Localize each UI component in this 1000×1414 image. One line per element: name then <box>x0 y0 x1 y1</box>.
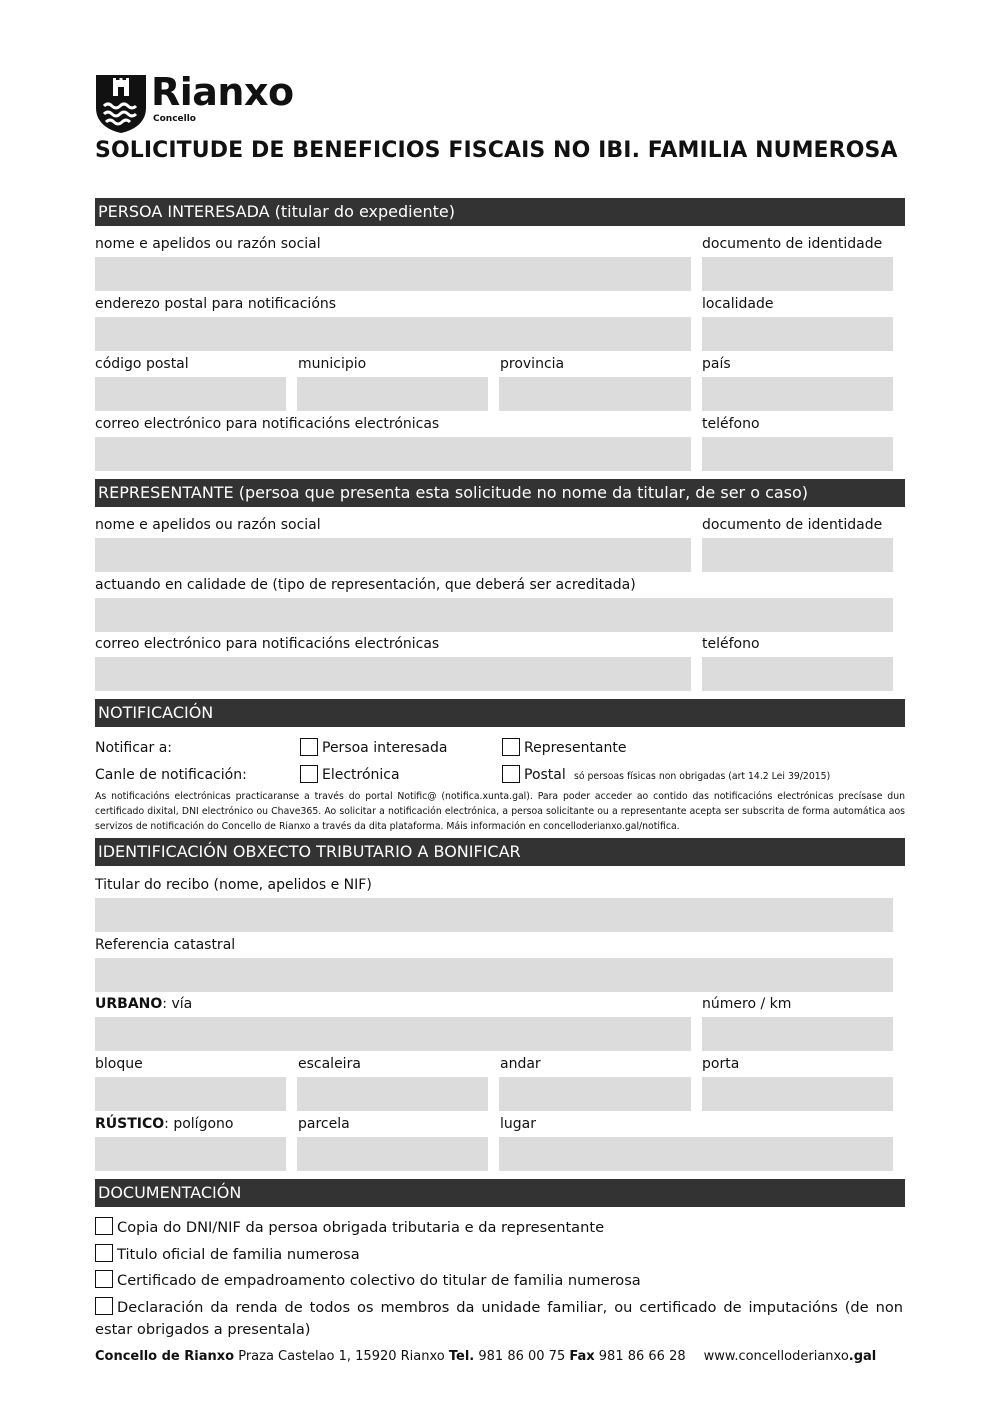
via-input[interactable] <box>95 1017 691 1051</box>
urbano-rest: : vía <box>162 996 193 1012</box>
label-titular: Titular do recibo (nome, apelidos e NIF) <box>95 877 372 893</box>
andar-input[interactable] <box>499 1077 691 1111</box>
section-header-representante: REPRESENTANTE (persoa que presenta esta solicitude no nome da titular, de ser o caso) <box>95 479 905 507</box>
label-persoa-municipio: municipio <box>298 356 367 372</box>
doc-item-titulo <box>95 1244 903 1266</box>
label-numero: número / km <box>702 996 792 1012</box>
referencia-input[interactable] <box>95 958 893 992</box>
persoa-localidade-input[interactable] <box>702 317 893 351</box>
persoa-enderezo-input[interactable] <box>95 317 691 351</box>
doc-item-empadroamento <box>95 1270 903 1292</box>
label-persoa-nome: nome e apelidos ou razón social <box>95 236 321 252</box>
page-title: SOLICITUDE DE BENEFICIOS FISCAIS NO IBI. FAMILIA NUMEROSA <box>95 138 898 163</box>
label-persoa-localidade: localidade <box>702 296 774 312</box>
bloque-input[interactable] <box>95 1077 286 1111</box>
label-andar: andar <box>500 1056 541 1072</box>
checkbox-doc-renda[interactable] <box>95 1297 113 1315</box>
label-persoa-correo: correo electrónico para notificacións electrónicas <box>95 416 440 432</box>
section-header-notificacion: NOTIFICACIÓN <box>95 699 905 727</box>
notification-info-text: As notificacións electrónicas practicaranse a través do portal Notific@ (notifica.xunta.gal). Para poder acceder ao contido das notificacións electrónicas precísase dun certificado dixital, DNI electrónico ou Chave365. Ao solicitar a notificación electrónica, a persoa solicitante ou a representante acepta ser subscrita de forma automática aos servizos de notificación do Concello de Rianxo a través da dita plataforma. Máis información en concelloderianxo.gal/notifica. <box>95 791 905 832</box>
label-canle: Canle de notificación: <box>95 767 247 783</box>
label-parcela: parcela <box>298 1116 350 1132</box>
label-notificar-a: Notificar a: <box>95 740 173 756</box>
titular-input[interactable] <box>95 898 893 932</box>
footer-org: Concello de Rianxo <box>95 1349 235 1364</box>
checkbox-doc-dni[interactable] <box>95 1217 113 1235</box>
label-opt-persoa: Persoa interesada <box>322 740 448 756</box>
section-header-obxecto: IDENTIFICACIÓN OBXECTO TRIBUTARIO A BONIFICAR <box>95 838 905 866</box>
doc-item-label: Titulo oficial de familia numerosa <box>117 1246 360 1263</box>
poligono-input[interactable] <box>95 1137 286 1171</box>
checkbox-doc-titulo[interactable] <box>95 1244 113 1262</box>
footer-address: Praza Castelao 1, 15920 Rianxo <box>234 1349 449 1364</box>
coat-of-arms-icon <box>95 74 147 134</box>
label-porta: porta <box>702 1056 740 1072</box>
persoa-nome-input[interactable] <box>95 257 691 291</box>
persoa-telefono-input[interactable] <box>702 437 893 471</box>
doc-item-dni <box>95 1217 903 1239</box>
logo <box>95 70 315 134</box>
doc-item-label: Copia do DNI/NIF da persoa obrigada tributaria e da representante <box>117 1219 605 1236</box>
label-representante-nome: nome e apelidos ou razón social <box>95 517 321 533</box>
footer-web-suffix: .gal <box>848 1349 877 1364</box>
footer <box>95 1349 876 1364</box>
label-persoa-codigo-postal: código postal <box>95 356 189 372</box>
label-opt-postal: Postal <box>524 767 566 783</box>
doc-item-renda <box>95 1297 903 1341</box>
checkbox-postal[interactable] <box>502 765 520 783</box>
label-persoa-pais: país <box>702 356 731 372</box>
porta-input[interactable] <box>702 1077 893 1111</box>
rustico-bold: RÚSTICO <box>95 1116 165 1132</box>
doc-item-label: Declaración da renda de todos os membros da unidade familiar, ou certificado de imputacións (de non estar obrigados a presentala) <box>95 1299 903 1338</box>
label-escaleira: escaleira <box>298 1056 361 1072</box>
urbano-bold: URBANO <box>95 996 163 1012</box>
label-opt-electronica: Electrónica <box>322 767 400 783</box>
lugar-input[interactable] <box>499 1137 893 1171</box>
label-persoa-provincia: provincia <box>500 356 565 372</box>
label-persoa-telefono: teléfono <box>702 416 760 432</box>
footer-web[interactable] <box>704 1349 877 1364</box>
footer-web-prefix: www.concelloderianxo <box>703 1349 849 1364</box>
checkbox-representante[interactable] <box>502 738 520 756</box>
persoa-documento-input[interactable] <box>702 257 893 291</box>
section-header-persoa: PERSOA INTERESADA (titular do expediente) <box>95 198 905 226</box>
footer-fax-label: Fax <box>569 1349 595 1364</box>
label-bloque: bloque <box>95 1056 143 1072</box>
label-representante-calidade: actuando en calidade de (tipo de representación, que deberá ser acreditada) <box>95 577 636 593</box>
label-persoa-documento: documento de identidade <box>702 236 883 252</box>
footer-tel-label: Tel. <box>448 1349 475 1364</box>
footer-tel: 981 86 00 75 <box>474 1349 570 1364</box>
checkbox-doc-empadroamento[interactable] <box>95 1270 113 1288</box>
footer-fax: 981 86 66 28 <box>594 1349 686 1364</box>
checkbox-persoa-interesada[interactable] <box>300 738 318 756</box>
label-referencia: Referencia catastral <box>95 937 236 953</box>
rustico-rest: : polígono <box>164 1116 234 1132</box>
persoa-pais-input[interactable] <box>702 377 893 411</box>
representante-correo-input[interactable] <box>95 657 691 691</box>
persoa-codigo-postal-input[interactable] <box>95 377 286 411</box>
escaleira-input[interactable] <box>297 1077 488 1111</box>
representante-calidade-input[interactable] <box>95 598 893 632</box>
representante-nome-input[interactable] <box>95 538 691 572</box>
label-lugar: lugar <box>500 1116 536 1132</box>
representante-documento-input[interactable] <box>702 538 893 572</box>
doc-item-label: Certificado de empadroamento colectivo do titular de familia numerosa <box>117 1272 641 1289</box>
section-header-documentacion: DOCUMENTACIÓN <box>95 1179 905 1207</box>
label-representante-correo: correo electrónico para notificacións electrónicas <box>95 636 440 652</box>
postal-note: só persoas físicas non obrigadas (art 14.2 Lei 39/2015) <box>574 771 831 782</box>
numero-input[interactable] <box>702 1017 893 1051</box>
label-representante-telefono: teléfono <box>702 636 760 652</box>
checkbox-electronica[interactable] <box>300 765 318 783</box>
persoa-provincia-input[interactable] <box>499 377 691 411</box>
brand-subtitle: Concello <box>153 114 196 124</box>
persoa-municipio-input[interactable] <box>297 377 488 411</box>
label-rustico <box>95 1116 233 1132</box>
representante-telefono-input[interactable] <box>702 657 893 691</box>
parcela-input[interactable] <box>297 1137 488 1171</box>
label-representante-documento: documento de identidade <box>702 517 883 533</box>
label-opt-representante: Representante <box>524 740 627 756</box>
label-urbano <box>95 996 192 1012</box>
label-persoa-enderezo: enderezo postal para notificacións <box>95 296 337 312</box>
brand-name: Rianxo <box>151 70 294 114</box>
persoa-correo-input[interactable] <box>95 437 691 471</box>
